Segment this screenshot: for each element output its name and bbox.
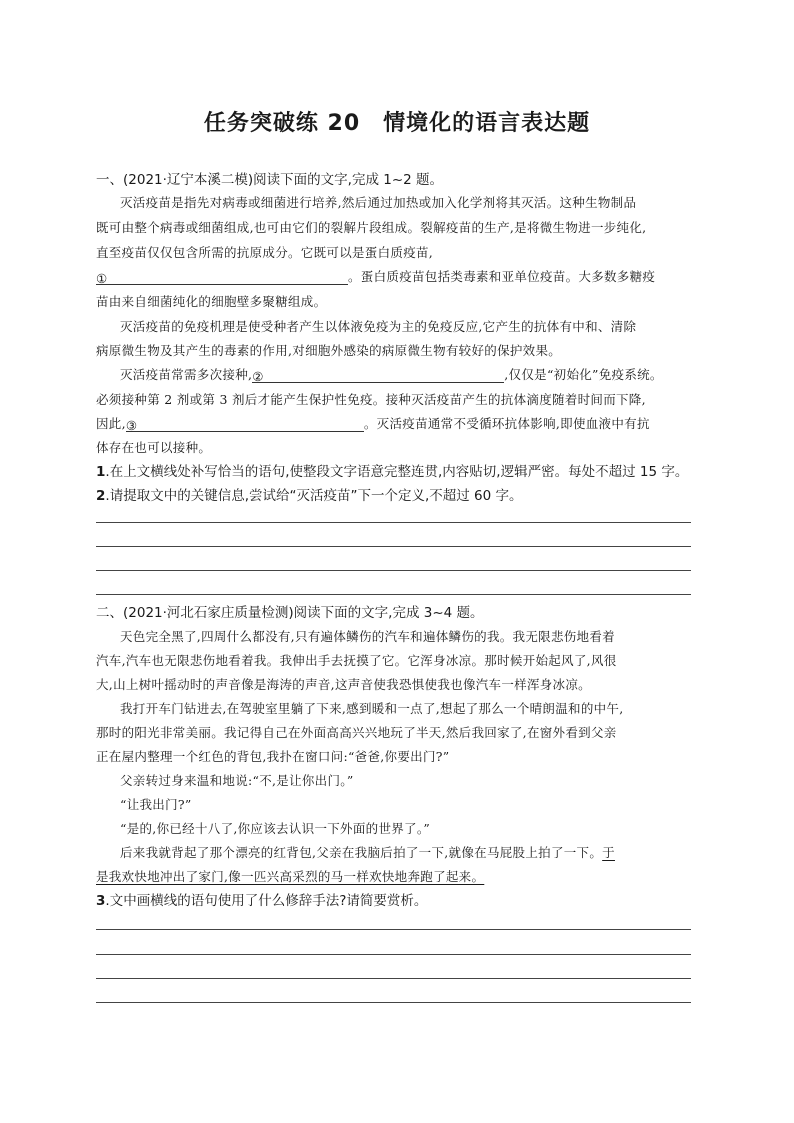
- answer-line-q3-3[interactable]: [96, 978, 691, 979]
- s2-p6-line1-text: 后来我就背起了那个漂亮的红背包,父亲在我脑后拍了一下,就像在马屁股上拍了一下。: [120, 845, 603, 860]
- s2-p5: “是的,你已经十八了,你应该去认识一下外面的世界了。”: [120, 821, 431, 836]
- section2-heading: 二、(2021·河北石家庄质量检测)阅读下面的文字,完成 3~4 题。: [96, 605, 484, 621]
- answer-line-q3-2[interactable]: [96, 954, 691, 955]
- s1-p3-line2: 必须接种第 2 剂或第 3 剂后才能产生保护性免疫。接种灭活疫苗产生的抗体滴度随着时间而下降,: [96, 392, 646, 407]
- question-1-number: 1: [96, 464, 106, 480]
- question-1-text: .在上文横线处补写恰当的语句,使整段文字语意完整连贯,内容贴切,逻辑严密。每处不超过 15 字。: [105, 464, 689, 480]
- blank-1-marker: ①: [96, 271, 108, 286]
- s1-p1-line5: 苗由来自细菌纯化的细胞壁多聚糖组成。: [96, 294, 327, 309]
- s1-p2-line2: 病原微生物及其产生的毒素的作用,对细胞外感染的病原微生物有较好的保护效果。: [96, 343, 562, 358]
- section1-heading: 一、(2021·辽宁本溪二模)阅读下面的文字,完成 1~2 题。: [96, 172, 444, 188]
- s2-p2-line3: 正在屋内整理一个红色的背包,我扑在窗口问:“爸爸,你要出门?”: [96, 749, 450, 764]
- s2-p3: 父亲转过身来温和地说:“不,是让你出门。”: [120, 773, 354, 788]
- answer-line-q2-2[interactable]: [96, 546, 691, 547]
- answer-blank-1[interactable]: [96, 270, 348, 285]
- s1-p1-line4: [96, 268, 655, 286]
- s2-p1-line1: 天色完全黑了,四周什么都没有,只有遍体鳞伤的汽车和遍体鳞伤的我。我无限悲伤地看着: [120, 629, 615, 644]
- answer-line-q3-4[interactable]: [96, 1002, 691, 1003]
- s1-p3-line1-after: ,仅仅是“初始化”免疫系统。: [504, 367, 663, 382]
- s1-p3-line4: 体存在也可以接种。: [96, 440, 212, 455]
- s2-p1-line2: 汽车,汽车也无限悲伤地看着我。我伸出手去抚摸了它。它浑身冰凉。那时候开始起风了,风很: [96, 653, 617, 668]
- s1-p1-line4-text: 。蛋白质疫苗包括类毒素和亚单位疫苗。大多数多糖疫: [348, 269, 656, 284]
- s1-p3-line1-before: 灭活疫苗常需多次接种,: [120, 367, 253, 382]
- s2-p2-line2: 那时的阳光非常美丽。我记得自己在外面高高兴兴地玩了半天,然后我回家了,在窗外看到父亲: [96, 725, 617, 740]
- blank-2-marker: ②: [252, 369, 264, 384]
- question-2-text: .请提取文中的关键信息,尝试给“灭活疫苗”下一个定义,不超过 60 字。: [105, 488, 523, 504]
- s2-p6-line1: [120, 844, 615, 862]
- s1-p3-line3-after: 。灭活疫苗通常不受循环抗体影响,即使血液中有抗: [363, 416, 650, 431]
- answer-line-q3-1[interactable]: [96, 929, 691, 930]
- s1-p1-line3: 直至疫苗仅仅包含所需的抗原成分。它既可以是蛋白质疫苗,: [96, 245, 434, 260]
- s1-p2-line1: 灭活疫苗的免疫机理是使受种者产生以体液免疫为主的免疫反应,它产生的抗体有中和、清除: [120, 319, 637, 334]
- s1-p3-line3: [96, 415, 650, 433]
- underlined-sentence-end: 是我欢快地冲出了家门,像一匹兴高采烈的马一样欢快地奔跑了起来。: [96, 869, 485, 884]
- s1-p3-line1: [120, 366, 663, 384]
- s1-p1-line1: 灭活疫苗是指先对病毒或细菌进行培养,然后通过加热或加入化学剂将其灭活。这种生物制品: [120, 195, 637, 210]
- answer-line-q2-4[interactable]: [96, 594, 691, 595]
- answer-blank-3[interactable]: [126, 417, 364, 432]
- answer-line-q2-3[interactable]: [96, 570, 691, 571]
- s1-p1-line2: 既可由整个病毒或细菌组成,也可由它们的裂解片段组成。裂解疫苗的生产,是将微生物进一步纯化,: [96, 220, 647, 235]
- question-2-number: 2: [96, 488, 106, 504]
- s2-p1-line3: 大,山上树叶摇动时的声音像是海涛的声音,这声音使我恐惧使我也像汽车一样浑身冰凉。: [96, 677, 591, 692]
- answer-line-q2-1[interactable]: [96, 522, 691, 523]
- s1-p3-line3-before: 因此,: [96, 416, 126, 431]
- question-3: [96, 892, 427, 910]
- question-3-text: .文中画横线的语句使用了什么修辞手法?请简要赏析。: [105, 893, 428, 909]
- underlined-sentence-start: 于: [602, 845, 615, 860]
- s2-p6-line2: [96, 868, 484, 886]
- question-2: [96, 487, 523, 505]
- s2-p2-line1: 我打开车门钻进去,在驾驶室里躺了下来,感到暖和一点了,想起了那么一个晴朗温和的中午,: [120, 701, 624, 716]
- blank-3-marker: ③: [125, 418, 138, 433]
- answer-blank-2[interactable]: [252, 368, 504, 383]
- s2-p4: “让我出门?”: [120, 797, 192, 812]
- question-1: [96, 463, 688, 481]
- page-title: 任务突破练 20 情境化的语言表达题: [203, 111, 591, 136]
- question-3-number: 3: [96, 893, 106, 909]
